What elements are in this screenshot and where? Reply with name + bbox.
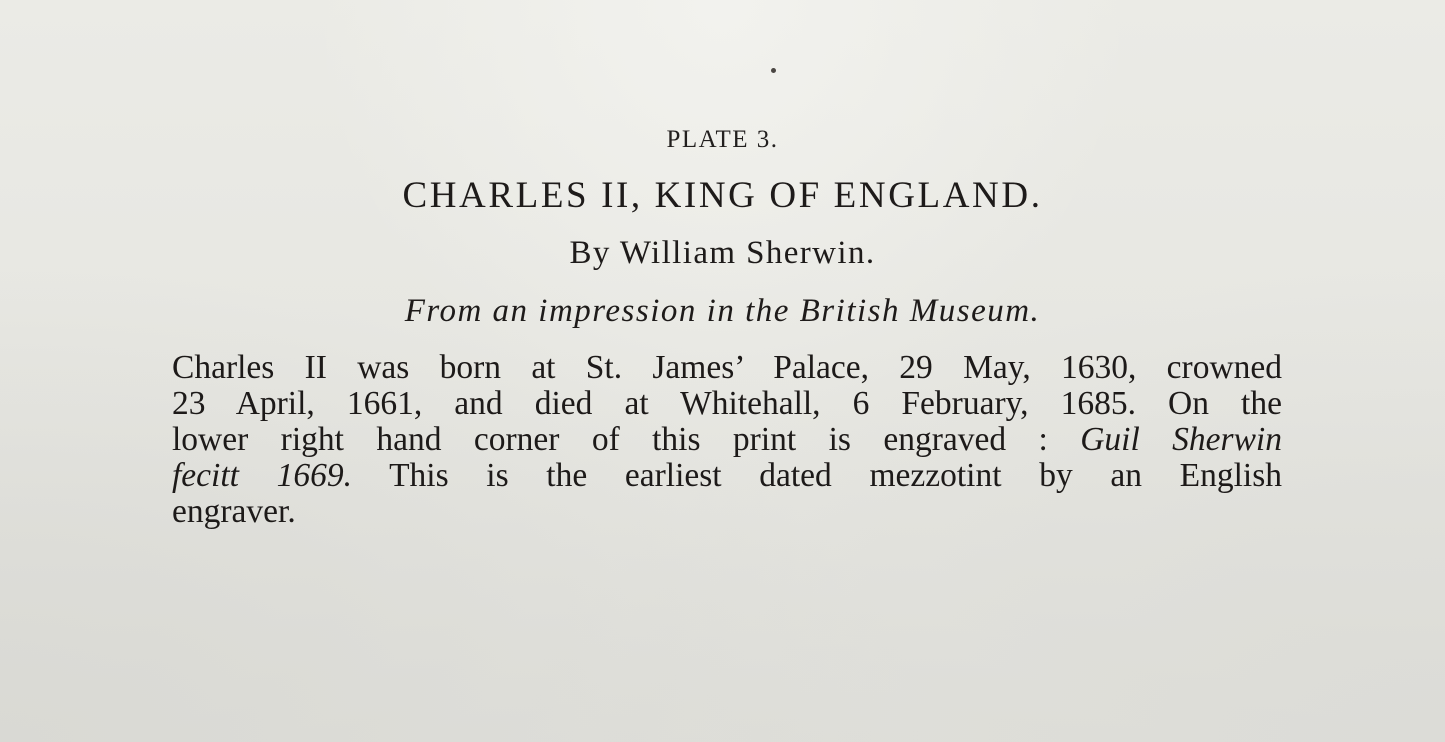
engraver-date-text: fecitt 1669. [172, 457, 353, 494]
paragraph-line-5: engraver. [172, 493, 296, 530]
paragraph-line-2: 23 April, 1661, and died at Whitehall, 6 February, 1685. On the [172, 385, 1282, 422]
paragraph-line-1: Charles II was born at St. James’ Palace, 29 May, 1630, crowned [172, 349, 1282, 386]
paragraph-line-4 [172, 458, 1282, 494]
paragraph-line-3-text: lower right hand corner of this print is engraved : [172, 421, 1048, 458]
paper-speck [771, 68, 776, 73]
paragraph-line-4-text: This is the earliest dated mezzotint by an English [389, 457, 1283, 494]
plate-title: CHARLES II, KING OF ENGLAND. [402, 175, 1043, 216]
paragraph-line-3 [172, 422, 1282, 458]
source-line: From an impression in the British Museum. [404, 293, 1041, 329]
description-paragraph [172, 350, 1282, 530]
engraver-signature-text: Guil Sherwin [1080, 421, 1282, 458]
plate-label: PLATE 3. [666, 126, 779, 153]
author-line: By William Sherwin. [569, 235, 876, 271]
